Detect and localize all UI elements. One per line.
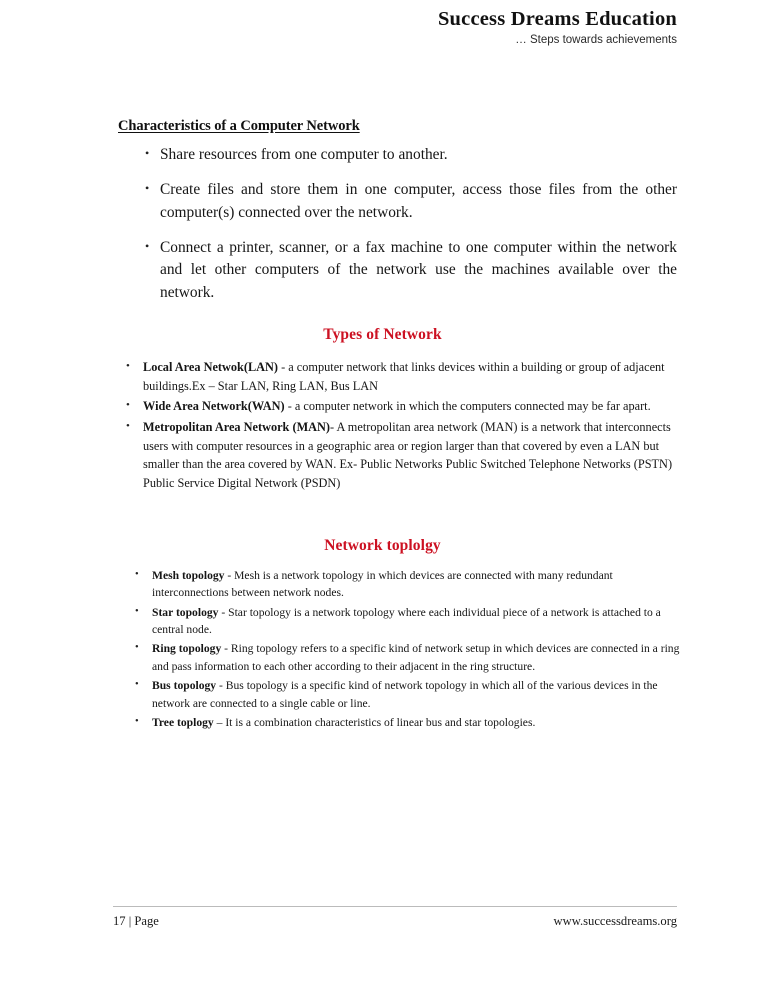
list-item: • Connect a printer, scanner, or a fax machine to one computer within the network and let other computers of the network use the machines available over the network.: [0, 237, 765, 304]
term-label: Ring topology: [152, 642, 222, 656]
term-description: - A metropolitan area network (MAN) is a network that interconnects users with computer resources in a geographic area or region larger than that covered by even a LAN but smaller than the area covered by WAN. Ex- Public Networks Public Switched Telephone Networks (PSTN) Public Service Digital Network (PSDN): [143, 420, 673, 491]
list-item: [0, 358, 765, 395]
term-description: - Mesh is a network topology in which devices are connected with many redundant interconnections between network nodes.: [152, 568, 613, 600]
term-label: Local Area Netwok(LAN): [143, 359, 279, 374]
website-url: www.successdreams.org: [553, 914, 677, 928]
list-item: [0, 567, 765, 602]
document-content: [0, 118, 765, 733]
footer-divider: [113, 906, 677, 907]
network-types-list: [0, 358, 765, 493]
term-label: Star topology: [152, 605, 219, 619]
network-topology-list: [0, 567, 765, 732]
organization-tagline: … Steps towards achievements: [515, 33, 677, 46]
list-item: [0, 397, 765, 416]
page-number: 17 | Page: [113, 914, 159, 928]
term-label: Wide Area Network(WAN): [143, 399, 285, 414]
term-description: - Bus topology is a specific kind of network topology in which all of the various devices in the network are connected to a single cable or line.: [152, 679, 658, 710]
organization-title: Success Dreams Education: [437, 8, 677, 30]
term-label: Bus topology: [152, 679, 217, 693]
term-description: - a computer network in which the computers connected may be far apart.: [284, 399, 651, 414]
characteristics-list: [0, 144, 765, 304]
term-description: - a computer network that links devices within a building or group of adjacent buildings.Ex – Star LAN, Ring LAN, Bus LAN: [143, 359, 665, 393]
term-label: Tree toplogy: [152, 715, 214, 729]
document-header: [257, 8, 677, 46]
section-heading-types-of-network: Types of Network: [323, 325, 442, 343]
section-heading-characteristics: Characteristics of a Computer Network: [118, 118, 360, 134]
term-description: - Star topology is a network topology where each individual piece of a network is attached to a central node.: [152, 605, 661, 636]
term-label: Mesh topology: [152, 568, 225, 582]
term-label: Metropolitan Area Network (MAN): [143, 420, 331, 435]
list-item: [0, 640, 765, 675]
list-item: • Create files and store them in one computer, access those files from the other computer(s) connected over the network.: [0, 179, 765, 224]
section-heading-network-topology: Network toplolgy: [324, 536, 441, 554]
term-description: – It is a combination characteristics of linear bus and star topologies.: [213, 715, 536, 729]
document-footer: [113, 914, 677, 929]
list-item: [0, 714, 765, 731]
term-description: - Ring topology refers to a specific kind of network setup in which devices are connected in a ring and pass information to each other according to their adjacent in the ring structure.: [152, 642, 680, 673]
list-item: [0, 418, 765, 493]
list-item: [0, 677, 765, 712]
list-item: [0, 604, 765, 639]
list-item: • Share resources from one computer to another.: [0, 144, 765, 166]
